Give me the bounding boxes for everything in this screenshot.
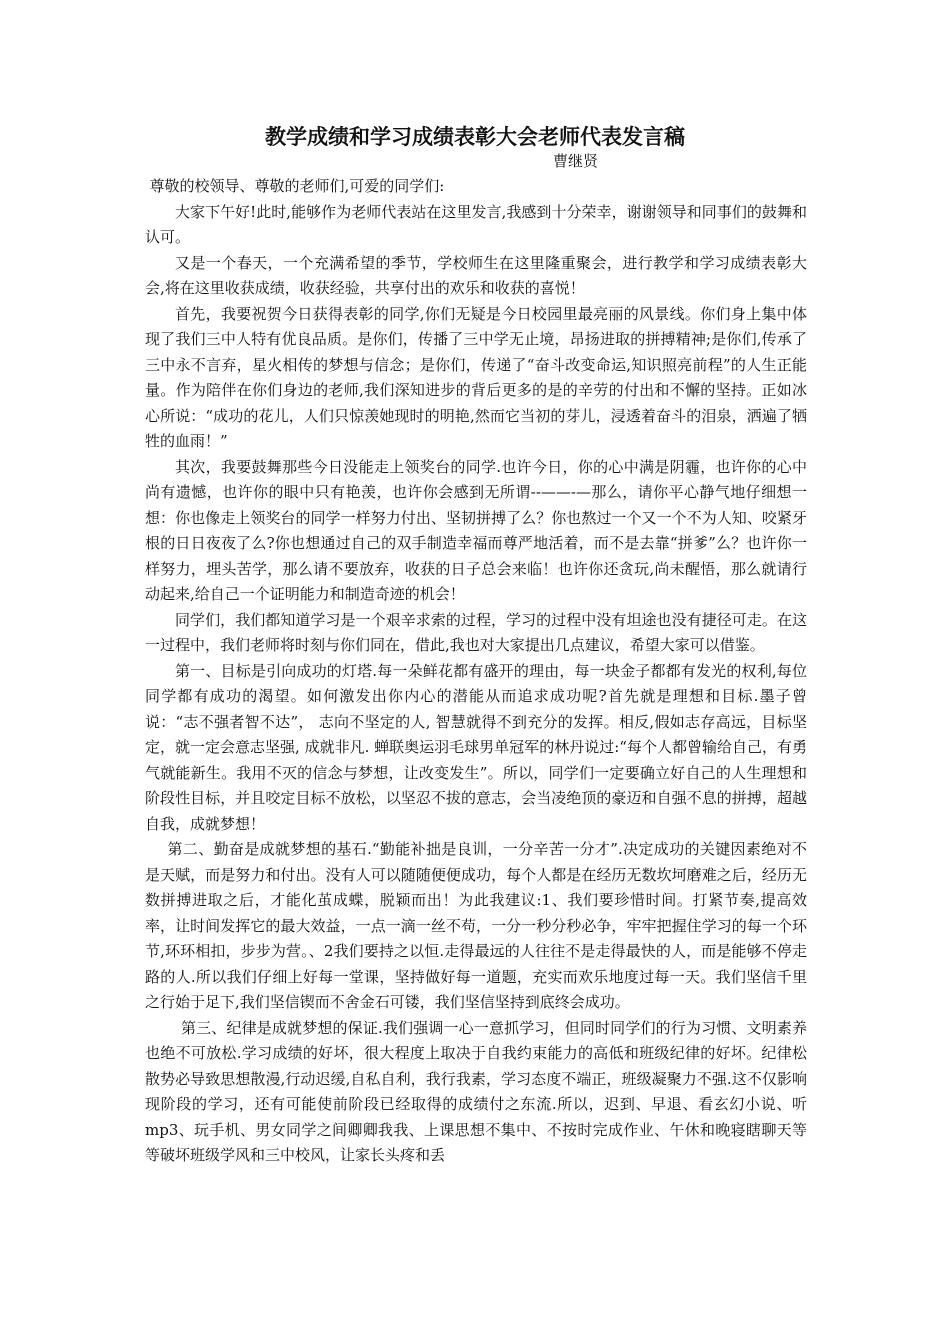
body-paragraph: 大家下午好!此时,能够作为老师代表站在这里发言,我感到十分荣幸，谢谢领导和同事们的鼓舞和认可。 (145, 202, 807, 246)
body-paragraph: 首先，我要祝贺今日获得表彰的同学,你们无疑是今日校园里最亮丽的风景线。你们身上集中体现了我们三中人特有优良品质。是你们，传播了三中学无止境，昂扬进取的拼搏精神;是你们,传承了三中永不言弃，星火相传的梦想与信念；是你们，传递了“奋斗改变命运,知识照亮前程”的人生正能量。作为陪伴在你们身边的老师,我们深知进步的背后更多的是的辛劳的付出和不懈的坚持。正如冰心所说：“成功的花儿，人们只惊羡她现时的明艳,然而它当初的芽儿，浸透着奋斗的泪泉，洒遍了牺牲的血雨！” (145, 304, 807, 450)
body-paragraph: 同学们，我们都知道学习是一个艰辛求索的过程，学习的过程中没有坦途也没有捷径可走。在这一过程中，我们老师将时刻与你们同在，借此,我也对大家提出几点建议，希望大家可以借鉴。 (145, 610, 807, 654)
document-body (145, 174, 807, 1169)
author-name: 曹继贤 (553, 152, 599, 170)
body-paragraph: 又是一个春天，一个充满希望的季节，学校师生在这里隆重聚会，进行教学和学习成绩表彰大会,将在这里收获成绩，收获经验，共享付出的欢乐和收获的喜悦！ (145, 253, 807, 297)
body-paragraph: 第三、纪律是成就梦想的保证.我们强调一心一意抓学习，但同时同学们的行为习惯、文明素养也绝不可放松.学习成绩的好坏，很大程度上取决于自我约束能力的高低和班级纪律的好坏。纪律松散势必导致思想散漫,行动迟缓,自私自利，我行我素，学习态度不端正，班级凝聚力不强.这不仅影响现阶段的学习，还有可能使前阶段已经取得的成绩付之东流.所以，迟到、早退、看玄幻小说、听 mp3、玩手机、男女同学之间卿卿我我、上课思想不集中、不按时完成作业、午休和晚寝瞎聊天等等破坏班级学风和三中校风，让家长头疼和丢 (145, 1018, 807, 1164)
greeting-paragraph: 尊敬的校领导、尊敬的老师们,可爱的同学们: (149, 177, 445, 195)
body-paragraph: 第二、勤奋是成就梦想的基石.“勤能补拙是良训，一分辛苦一分才”.决定成功的关键因素绝对不是天赋，而是努力和付出。没有人可以随随便便成功，每个人都是在经历无数坎坷磨难之后，经历无数拼搏进取之后，才能化茧成蝶，脱颖而出！为此我建议:1、我们要珍惜时间。打紧节奏,提高效率，让时间发挥它的最大效益，一点一滴一丝不苟，一分一秒分秒必争，牢牢把握住学习的每一个环节,环环相扣，步步为营。、2我们要持之以恒.走得最远的人往往不是走得最快的人，而是能够不停走路的人.所以我们仔细上好每一堂课，坚持做好每一道题，充实而欢乐地度过每一天。我们坚信千里之行始于足下,我们坚信锲而不舍金石可镂，我们坚信坚持到底终会成功。 (145, 840, 807, 1011)
body-paragraph: 第一、目标是引向成功的灯塔.每一朵鲜花都有盛开的理由，每一块金子都都有发光的权利,每位同学都有成功的渴望。如何激发出你内心的潜能从而追求成功呢?首先就是理想和目标.墨子曾说：“志不强者智不达”， 志向不坚定的人, 智慧就得不到充分的发挥。相反,假如志存高远，目标坚定，就一定会意志坚强, 成就非凡. 蝉联奥运羽毛球男单冠军的林丹说过:“每个人都曾输给自己，有勇气就能新生。我用不灭的信念与梦想，让改变发生”。所以，同学们一定要确立好自己的人生理想和阶段性目标，并且咬定目标不放松，以坚忍不拔的意志，会当凌绝顶的豪迈和自强不息的拼搏，超越自我，成就梦想！ (145, 661, 807, 833)
body-paragraph: 其次，我要鼓舞那些今日没能走上领奖台的同学.也许今日，你的心中满是阴霾，也许你的心中尚有遗憾，也许你的眼中只有艳羡，也许你会感到无所谓--——-—那么，请你平心静气地仔细想一想：你也像走上领奖台的同学一样努力付出、坚韧拼搏了么？你也熬过一个又一个不为人知、咬紧牙根的日日夜夜了么?你也想通过自己的双手制造幸福而尊严地活着，而不是去靠“拼爹”么？也许你一样努力，埋头苦学，那么请不要放弃，收获的日子总会来临！也许你还贪玩,尚未醒悟，那么就请行动起来,给自己一个证明能力和制造奇迹的机会！ (145, 457, 807, 603)
document-title: 教学成绩和学习成绩表彰大会老师代表发言稿 (265, 125, 685, 149)
